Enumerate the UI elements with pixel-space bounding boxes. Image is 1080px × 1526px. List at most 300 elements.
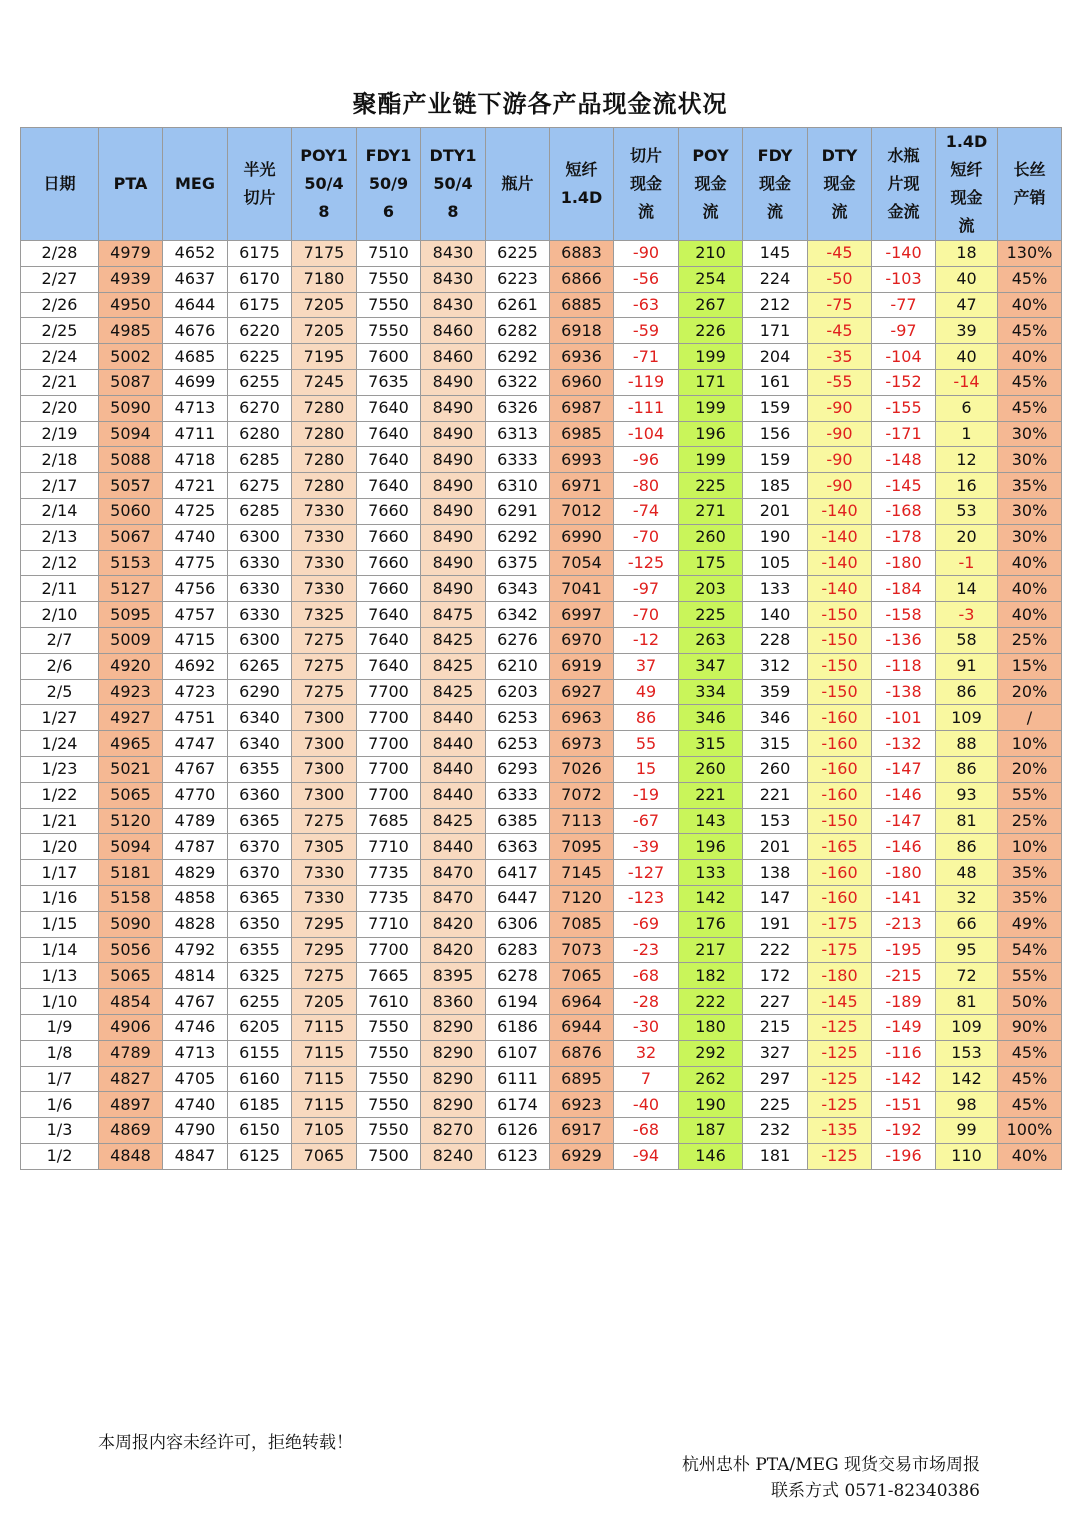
table-cell: 196 xyxy=(679,421,743,447)
table-cell: -178 xyxy=(872,524,936,550)
table-cell: 4652 xyxy=(163,241,228,267)
table-cell: 156 xyxy=(743,421,808,447)
table-cell: 204 xyxy=(743,344,808,370)
table-cell: 1/21 xyxy=(21,808,99,834)
table-cell: 7205 xyxy=(292,989,357,1015)
table-row xyxy=(21,1143,1062,1169)
table-cell: 4747 xyxy=(163,731,228,757)
table-cell: 2/12 xyxy=(21,550,99,576)
table-cell: 35% xyxy=(998,473,1062,499)
table-cell: 7180 xyxy=(292,266,357,292)
column-header-text: 流 xyxy=(831,202,848,221)
table-cell: 7300 xyxy=(292,782,357,808)
table-cell: 4713 xyxy=(163,395,228,421)
table-row xyxy=(21,627,1062,653)
table-cell: 4723 xyxy=(163,679,228,705)
table-cell: 4644 xyxy=(163,292,228,318)
table-cell: 100% xyxy=(998,1118,1062,1144)
table-cell: 48 xyxy=(936,860,998,886)
table-cell: -123 xyxy=(614,885,679,911)
table-cell: 7550 xyxy=(357,1118,421,1144)
copyright-notice: 本周报内容未经许可，拒绝转载！ xyxy=(98,1433,353,1453)
table-row xyxy=(21,1014,1062,1040)
table-cell: 4858 xyxy=(163,885,228,911)
table-cell: 4713 xyxy=(163,1040,228,1066)
table-cell: 217 xyxy=(679,937,743,963)
table-cell: 159 xyxy=(743,447,808,473)
table-cell: 6170 xyxy=(228,266,292,292)
table-cell: 6355 xyxy=(228,937,292,963)
table-cell: 6340 xyxy=(228,705,292,731)
table-cell: 110 xyxy=(936,1143,998,1169)
table-cell: 45% xyxy=(998,266,1062,292)
table-cell: 161 xyxy=(743,369,808,395)
column-header-text: 现金 xyxy=(950,188,983,207)
table-cell: 7640 xyxy=(357,602,421,628)
table-cell: -138 xyxy=(872,679,936,705)
table-cell: 7280 xyxy=(292,473,357,499)
table-row xyxy=(21,498,1062,524)
table-cell: 45% xyxy=(998,1040,1062,1066)
table-cell: -150 xyxy=(808,602,872,628)
table-cell: 6205 xyxy=(228,1014,292,1040)
table-cell: 7640 xyxy=(357,447,421,473)
table-cell: 346 xyxy=(679,705,743,731)
table-cell: 4705 xyxy=(163,1066,228,1092)
table-cell: 6895 xyxy=(550,1066,614,1092)
table-cell: 227 xyxy=(743,989,808,1015)
column-header xyxy=(486,128,550,241)
table-cell: -215 xyxy=(872,963,936,989)
table-cell: 292 xyxy=(679,1040,743,1066)
table-cell: 7660 xyxy=(357,524,421,550)
table-cell: 7065 xyxy=(550,963,614,989)
table-cell: 95 xyxy=(936,937,998,963)
table-cell: 1/22 xyxy=(21,782,99,808)
table-cell: 4757 xyxy=(163,602,228,628)
table-cell: -160 xyxy=(808,860,872,886)
table-cell: -184 xyxy=(872,576,936,602)
table-cell: 222 xyxy=(679,989,743,1015)
table-cell: 8490 xyxy=(421,498,486,524)
column-header-text: 现金 xyxy=(758,174,791,193)
table-row xyxy=(21,602,1062,628)
table-cell: 8490 xyxy=(421,395,486,421)
table-cell: 6417 xyxy=(486,860,550,886)
table-cell: 8270 xyxy=(421,1118,486,1144)
table-cell: -75 xyxy=(808,292,872,318)
table-cell: 8470 xyxy=(421,860,486,886)
table-cell: 6330 xyxy=(228,602,292,628)
column-header-text: DTY1 xyxy=(429,146,477,165)
table-cell: -147 xyxy=(872,808,936,834)
table-row xyxy=(21,421,1062,447)
table-cell: 4787 xyxy=(163,834,228,860)
column-header-text: FDY xyxy=(757,146,793,165)
table-cell: 190 xyxy=(679,1092,743,1118)
table-cell: 6370 xyxy=(228,834,292,860)
table-row xyxy=(21,241,1062,267)
table-cell: 140 xyxy=(743,602,808,628)
table-cell: 7700 xyxy=(357,731,421,757)
table-cell: 40% xyxy=(998,1143,1062,1169)
table-cell: 7305 xyxy=(292,834,357,860)
table-row xyxy=(21,395,1062,421)
table-cell: 7280 xyxy=(292,395,357,421)
table-cell: 225 xyxy=(679,473,743,499)
table-cell: 6326 xyxy=(486,395,550,421)
table-cell: 6282 xyxy=(486,318,550,344)
table-cell: -70 xyxy=(614,524,679,550)
table-row xyxy=(21,447,1062,473)
table-cell: 5095 xyxy=(99,602,163,628)
table-cell: 4965 xyxy=(99,731,163,757)
table-cell: 53 xyxy=(936,498,998,524)
table-cell: 6220 xyxy=(228,318,292,344)
table-cell: 8395 xyxy=(421,963,486,989)
table-cell: 6340 xyxy=(228,731,292,757)
table-cell: 6333 xyxy=(486,447,550,473)
table-cell: -45 xyxy=(808,241,872,267)
table-cell: 32 xyxy=(936,885,998,911)
table-cell: / xyxy=(998,705,1062,731)
table-cell: -180 xyxy=(808,963,872,989)
column-header xyxy=(998,128,1062,241)
table-cell: 147 xyxy=(743,885,808,911)
table-cell: 18 xyxy=(936,241,998,267)
column-header-text: 1.4D xyxy=(945,132,988,151)
table-cell: 1/17 xyxy=(21,860,99,886)
table-body xyxy=(21,241,1062,1170)
table-cell: 6275 xyxy=(228,473,292,499)
column-header-text: 流 xyxy=(702,202,719,221)
table-row xyxy=(21,808,1062,834)
table-cell: 6265 xyxy=(228,653,292,679)
table-cell: -35 xyxy=(808,344,872,370)
table-cell: 8290 xyxy=(421,1014,486,1040)
table-cell: 159 xyxy=(743,395,808,421)
table-cell: 6126 xyxy=(486,1118,550,1144)
table-cell: 6175 xyxy=(228,241,292,267)
table-cell: 6160 xyxy=(228,1066,292,1092)
table-cell: 90% xyxy=(998,1014,1062,1040)
table-cell: 4790 xyxy=(163,1118,228,1144)
table-cell: 6255 xyxy=(228,989,292,1015)
table-cell: 4923 xyxy=(99,679,163,705)
table-cell: 5002 xyxy=(99,344,163,370)
table-cell: 40% xyxy=(998,550,1062,576)
table-cell: 4715 xyxy=(163,627,228,653)
table-cell: 222 xyxy=(743,937,808,963)
table-cell: 153 xyxy=(743,808,808,834)
table-cell: 25% xyxy=(998,808,1062,834)
table-cell: -63 xyxy=(614,292,679,318)
table-cell: 47 xyxy=(936,292,998,318)
table-cell: 8425 xyxy=(421,653,486,679)
column-header-text: 片现 xyxy=(887,174,920,193)
table-cell: 6125 xyxy=(228,1143,292,1169)
table-cell: 7640 xyxy=(357,421,421,447)
table-cell: -160 xyxy=(808,885,872,911)
table-row xyxy=(21,911,1062,937)
table-cell: 25% xyxy=(998,627,1062,653)
table-cell: 72 xyxy=(936,963,998,989)
table-cell: 16 xyxy=(936,473,998,499)
table-cell: 5090 xyxy=(99,911,163,937)
table-row xyxy=(21,705,1062,731)
table-cell: 91 xyxy=(936,653,998,679)
table-cell: 4814 xyxy=(163,963,228,989)
table-row xyxy=(21,344,1062,370)
table-cell: -90 xyxy=(808,421,872,447)
table-cell: 30% xyxy=(998,421,1062,447)
table-cell: 7012 xyxy=(550,498,614,524)
table-cell: 58 xyxy=(936,627,998,653)
table-cell: 14 xyxy=(936,576,998,602)
table-cell: 6375 xyxy=(486,550,550,576)
table-cell: 50% xyxy=(998,989,1062,1015)
table-cell: 6210 xyxy=(486,653,550,679)
table-cell: 7700 xyxy=(357,705,421,731)
table-cell: 45% xyxy=(998,1066,1062,1092)
table-cell: 2/21 xyxy=(21,369,99,395)
table-cell: -160 xyxy=(808,756,872,782)
table-cell: 6885 xyxy=(550,292,614,318)
table-cell: 105 xyxy=(743,550,808,576)
table-cell: -152 xyxy=(872,369,936,395)
table-cell: 6990 xyxy=(550,524,614,550)
table-cell: -196 xyxy=(872,1143,936,1169)
table-cell: 8440 xyxy=(421,756,486,782)
table-cell: 4767 xyxy=(163,756,228,782)
table-cell: 6993 xyxy=(550,447,614,473)
table-cell: 221 xyxy=(743,782,808,808)
table-cell: 138 xyxy=(743,860,808,886)
table-cell: 2/5 xyxy=(21,679,99,705)
table-cell: 7120 xyxy=(550,885,614,911)
table-cell: 8440 xyxy=(421,782,486,808)
table-cell: 7115 xyxy=(292,1014,357,1040)
table-row xyxy=(21,550,1062,576)
table-cell: 7280 xyxy=(292,421,357,447)
table-cell: 5181 xyxy=(99,860,163,886)
table-cell: 7640 xyxy=(357,473,421,499)
table-cell: 6174 xyxy=(486,1092,550,1118)
table-cell: 334 xyxy=(679,679,743,705)
table-cell: 7205 xyxy=(292,292,357,318)
table-cell: 7095 xyxy=(550,834,614,860)
table-cell: 7700 xyxy=(357,782,421,808)
table-cell: -125 xyxy=(808,1014,872,1040)
table-cell: 7510 xyxy=(357,241,421,267)
table-cell: -101 xyxy=(872,705,936,731)
table-row xyxy=(21,1092,1062,1118)
table-cell: -146 xyxy=(872,782,936,808)
table-cell: 5009 xyxy=(99,627,163,653)
column-header xyxy=(550,128,614,241)
table-cell: 224 xyxy=(743,266,808,292)
table-cell: -12 xyxy=(614,627,679,653)
table-cell: 254 xyxy=(679,266,743,292)
column-header-text: 金流 xyxy=(887,202,920,221)
table-cell: 263 xyxy=(679,627,743,653)
table-row xyxy=(21,524,1062,550)
table-cell: 7330 xyxy=(292,860,357,886)
table-cell: 1/2 xyxy=(21,1143,99,1169)
table-cell: 6330 xyxy=(228,550,292,576)
table-cell: 7550 xyxy=(357,292,421,318)
table-cell: 6283 xyxy=(486,937,550,963)
table-cell: -180 xyxy=(872,860,936,886)
table-cell: 6883 xyxy=(550,241,614,267)
table-cell: 6970 xyxy=(550,627,614,653)
table-cell: 347 xyxy=(679,653,743,679)
table-cell: 6285 xyxy=(228,447,292,473)
table-cell: 1/10 xyxy=(21,989,99,1015)
table-cell: 6919 xyxy=(550,653,614,679)
table-row xyxy=(21,653,1062,679)
table-cell: 6365 xyxy=(228,808,292,834)
table-cell: 6944 xyxy=(550,1014,614,1040)
table-cell: 6175 xyxy=(228,292,292,318)
table-cell: 5153 xyxy=(99,550,163,576)
table-cell: -171 xyxy=(872,421,936,447)
table-cell: 7660 xyxy=(357,550,421,576)
table-cell: 226 xyxy=(679,318,743,344)
table-cell: 93 xyxy=(936,782,998,808)
table-row xyxy=(21,1118,1062,1144)
table-cell: -90 xyxy=(808,473,872,499)
table-cell: 210 xyxy=(679,241,743,267)
table-cell: 221 xyxy=(679,782,743,808)
table-cell: 182 xyxy=(679,963,743,989)
table-cell: 228 xyxy=(743,627,808,653)
column-header-text: 50/4 xyxy=(304,174,344,193)
table-cell: -145 xyxy=(808,989,872,1015)
table-cell: 55 xyxy=(614,731,679,757)
table-cell: 133 xyxy=(743,576,808,602)
table-cell: 171 xyxy=(743,318,808,344)
table-cell: -80 xyxy=(614,473,679,499)
table-cell: -180 xyxy=(872,550,936,576)
table-cell: 6330 xyxy=(228,576,292,602)
table-cell: 5056 xyxy=(99,937,163,963)
table-cell: 2/25 xyxy=(21,318,99,344)
table-cell: 5021 xyxy=(99,756,163,782)
table-cell: 215 xyxy=(743,1014,808,1040)
table-cell: 6280 xyxy=(228,421,292,447)
table-cell: 8440 xyxy=(421,705,486,731)
table-cell: 6306 xyxy=(486,911,550,937)
table-cell: 6285 xyxy=(228,498,292,524)
table-cell: 7735 xyxy=(357,885,421,911)
table-cell: 6987 xyxy=(550,395,614,421)
table-row xyxy=(21,369,1062,395)
table-row xyxy=(21,834,1062,860)
table-cell: 315 xyxy=(679,731,743,757)
table-cell: -67 xyxy=(614,808,679,834)
table-cell: 1/14 xyxy=(21,937,99,963)
table-cell: -74 xyxy=(614,498,679,524)
table-cell: 1/3 xyxy=(21,1118,99,1144)
table-cell: -90 xyxy=(808,395,872,421)
table-cell: -19 xyxy=(614,782,679,808)
publisher-name: 杭州忠朴 PTA/MEG 现货交易市场周报 xyxy=(681,1455,980,1475)
table-cell: 49 xyxy=(614,679,679,705)
table-cell: 8420 xyxy=(421,911,486,937)
table-cell: 86 xyxy=(614,705,679,731)
table-cell: 6310 xyxy=(486,473,550,499)
table-cell: 7065 xyxy=(292,1143,357,1169)
table-cell: 6960 xyxy=(550,369,614,395)
table-cell: 171 xyxy=(679,369,743,395)
table-cell: -90 xyxy=(808,447,872,473)
table-cell: 8490 xyxy=(421,473,486,499)
table-cell: 4711 xyxy=(163,421,228,447)
table-cell: 267 xyxy=(679,292,743,318)
table-cell: 5120 xyxy=(99,808,163,834)
table-cell: 6107 xyxy=(486,1040,550,1066)
table-cell: 7275 xyxy=(292,653,357,679)
table-cell: -96 xyxy=(614,447,679,473)
table-cell: -135 xyxy=(808,1118,872,1144)
table-cell: 7300 xyxy=(292,756,357,782)
table-cell: 4897 xyxy=(99,1092,163,1118)
table-cell: 2/28 xyxy=(21,241,99,267)
table-cell: 4789 xyxy=(99,1040,163,1066)
table-cell: 6293 xyxy=(486,756,550,782)
page-title: 聚酯产业链下游各产品现金流状况 xyxy=(352,90,728,118)
table-cell: 6350 xyxy=(228,911,292,937)
table-cell: 7600 xyxy=(357,344,421,370)
publisher-info xyxy=(682,1452,980,1504)
column-header-text: 短纤 xyxy=(950,160,983,179)
table-cell: 6971 xyxy=(550,473,614,499)
table-cell: 2/24 xyxy=(21,344,99,370)
table-cell: 7660 xyxy=(357,498,421,524)
table-cell: -97 xyxy=(614,576,679,602)
table-cell: 15 xyxy=(614,756,679,782)
table-cell: -77 xyxy=(872,292,936,318)
table-cell: 7026 xyxy=(550,756,614,782)
table-cell: 7700 xyxy=(357,937,421,963)
table-cell: 6194 xyxy=(486,989,550,1015)
table-row xyxy=(21,292,1062,318)
table-cell: 7072 xyxy=(550,782,614,808)
column-header xyxy=(614,128,679,241)
table-cell: 45% xyxy=(998,1092,1062,1118)
table-cell: 5158 xyxy=(99,885,163,911)
table-cell: 54% xyxy=(998,937,1062,963)
column-header-text: 8 xyxy=(318,202,330,221)
table-cell: 145 xyxy=(743,241,808,267)
table-cell: -150 xyxy=(808,653,872,679)
table-cell: -213 xyxy=(872,911,936,937)
table-cell: 4827 xyxy=(99,1066,163,1092)
table-cell: 2/27 xyxy=(21,266,99,292)
table-cell: 15% xyxy=(998,653,1062,679)
table-cell: 7330 xyxy=(292,524,357,550)
table-cell: 45% xyxy=(998,369,1062,395)
table-cell: 199 xyxy=(679,344,743,370)
column-header-text: POY xyxy=(692,146,729,165)
table-row xyxy=(21,266,1062,292)
table-cell: 7085 xyxy=(550,911,614,937)
table-cell: -70 xyxy=(614,602,679,628)
table-row xyxy=(21,1066,1062,1092)
table-cell: 49% xyxy=(998,911,1062,937)
table-cell: -97 xyxy=(872,318,936,344)
